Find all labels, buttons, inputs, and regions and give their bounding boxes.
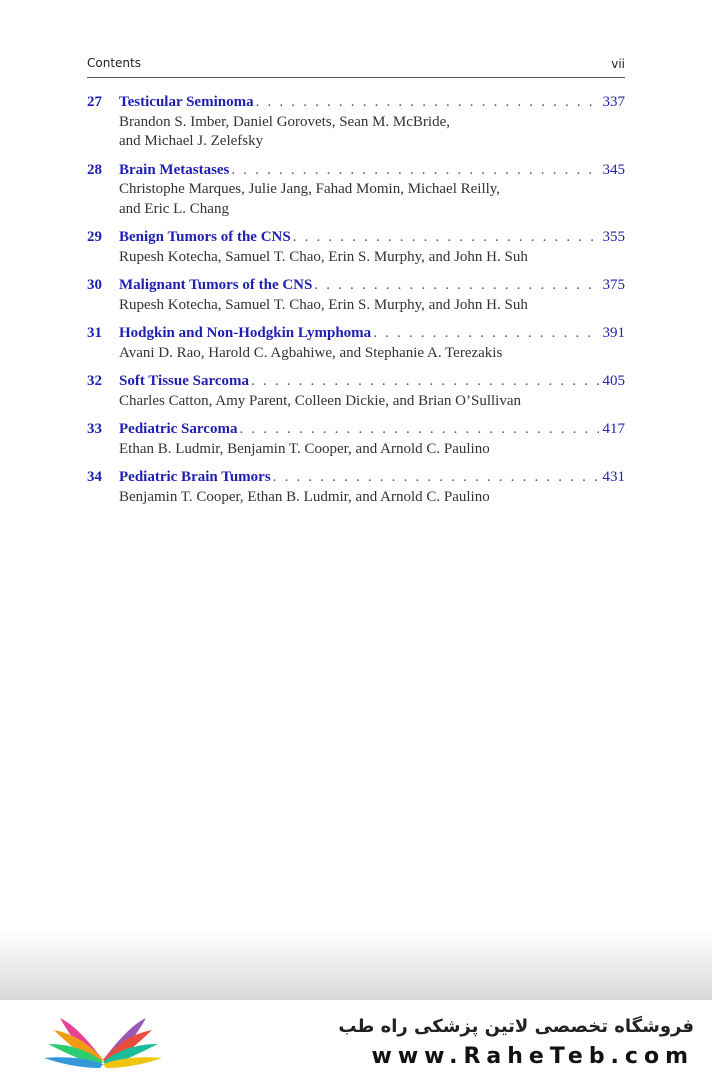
toc-entry[interactable] (87, 93, 625, 152)
chapter-number: 30 (87, 277, 102, 293)
table-of-contents (87, 93, 625, 516)
chapter-title-link[interactable]: Pediatric Brain Tumors (119, 469, 271, 485)
author-line: Rupesh Kotecha, Samuel T. Chao, Erin S. Murphy, and John H. Suh (119, 248, 528, 265)
page-number-link[interactable]: 431 (602, 469, 625, 485)
watermark-footer (0, 1000, 712, 1079)
toc-title-line (119, 372, 625, 392)
dot-leader (273, 468, 599, 488)
author-line: Rupesh Kotecha, Samuel T. Chao, Erin S. Murphy, and John H. Suh (119, 296, 528, 313)
chapter-title-link[interactable]: Hodgkin and Non-Hodgkin Lymphoma (119, 325, 372, 341)
shop-name-text: فروشگاه تخصصی لاتین پزشکی راه طب (338, 1016, 694, 1037)
page-number-link[interactable]: 337 (602, 94, 625, 110)
chapter-authors (119, 113, 559, 152)
page-number-link[interactable]: 345 (602, 161, 625, 178)
author-line: Brandon S. Imber, Daniel Gorovets, Sean M. McBride, (119, 113, 451, 130)
chapter-number: 29 (87, 229, 102, 245)
page-number-link[interactable]: 391 (602, 325, 625, 341)
open-book-logo-icon (38, 1010, 168, 1072)
page-number-link[interactable]: 417 (602, 421, 625, 437)
toc-title-line (119, 276, 625, 296)
chapter-authors (119, 344, 559, 364)
chapter-authors (119, 180, 559, 219)
toc-entry[interactable] (87, 372, 625, 411)
author-line: and Eric L. Chang (119, 200, 229, 217)
toc-entry[interactable] (87, 228, 625, 267)
dot-leader (256, 93, 599, 113)
chapter-authors (119, 440, 559, 460)
dot-leader (239, 420, 598, 440)
author-line: Christophe Marques, Julie Jang, Fahad Momin, Michael Reilly, (119, 181, 501, 197)
toc-title-line (119, 324, 625, 344)
chapter-number: 28 (87, 161, 102, 178)
header-title: Contents (87, 56, 141, 70)
chapter-number: 31 (87, 325, 102, 341)
chapter-title-link[interactable]: Benign Tumors of the CNS (119, 229, 291, 245)
author-line: and Michael J. Zelefsky (119, 133, 264, 149)
chapter-title-link[interactable]: Pediatric Sarcoma (119, 421, 238, 437)
chapter-title-link[interactable]: Testicular Seminoma (119, 94, 254, 110)
dot-leader (231, 161, 598, 181)
author-line: Ethan B. Ludmir, Benjamin T. Cooper, and Arnold C. Paulino (119, 440, 490, 457)
chapter-number: 27 (87, 94, 102, 110)
toc-title-line (119, 93, 625, 113)
dot-leader (251, 372, 598, 392)
dot-leader (293, 228, 599, 248)
running-header (87, 55, 625, 78)
toc-title-line (119, 228, 625, 248)
toc-title-line (119, 161, 625, 181)
chapter-authors (119, 392, 559, 412)
chapter-number: 32 (87, 373, 102, 389)
author-line: Avani D. Rao, Harold C. Agbahiwe, and Stephanie A. Terezakis (119, 344, 503, 361)
chapter-number: 33 (87, 421, 102, 437)
page-number-link[interactable]: 405 (602, 373, 625, 389)
author-line: Benjamin T. Cooper, Ethan B. Ludmir, and Arnold C. Paulino (119, 488, 490, 505)
chapter-number: 34 (87, 469, 102, 485)
toc-entry[interactable] (87, 324, 625, 363)
page-number-link[interactable]: 355 (602, 229, 625, 245)
chapter-title-link[interactable]: Soft Tissue Sarcoma (119, 373, 250, 389)
page-number-link[interactable]: 375 (602, 277, 625, 293)
page-shadow (0, 930, 712, 1000)
toc-entry[interactable] (87, 468, 625, 507)
toc-entry[interactable] (87, 420, 625, 459)
header-page-number: vii (611, 57, 625, 71)
website-url: www.RaheTeb.com (371, 1044, 694, 1069)
toc-title-line (119, 468, 625, 488)
dot-leader (373, 324, 598, 344)
chapter-title-link[interactable]: Brain Metastases (119, 161, 230, 178)
chapter-authors (119, 296, 559, 316)
author-line: Charles Catton, Amy Parent, Colleen Dickie, and Brian O’Sullivan (119, 392, 522, 409)
chapter-authors (119, 248, 559, 268)
toc-entry[interactable] (87, 161, 625, 220)
dot-leader (314, 276, 598, 296)
toc-entry[interactable] (87, 276, 625, 315)
toc-title-line (119, 420, 625, 440)
chapter-title-link[interactable]: Malignant Tumors of the CNS (119, 277, 313, 293)
chapter-authors (119, 488, 559, 508)
